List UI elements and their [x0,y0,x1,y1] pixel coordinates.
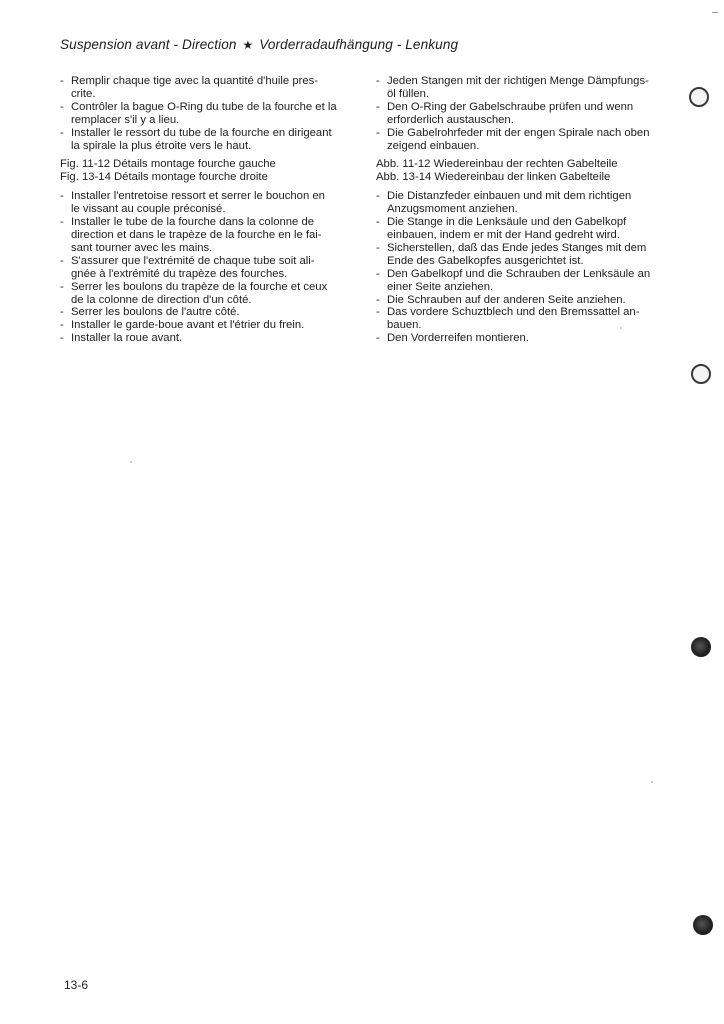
binder-hole-icon [691,364,711,384]
figure-caption: Fig. 11-12 Détails montage fourche gauche [60,158,276,171]
french-step: - Installer le ressort du tube de la fourche en dirigeant la spirale la plus étroite vers le haut. [60,127,352,153]
figure-caption: Abb. 13-14 Wiedereinbau der linken Gabelteile [376,171,611,184]
german-figure-captions [376,158,666,184]
header-star-separator: ★ [242,38,254,52]
french-column [60,75,352,345]
german-steps-2 [376,190,666,345]
french-step: - Remplir chaque tige avec la quantité d'huile pres- crite. [60,75,352,101]
german-step: - Sicherstellen, daß das Ende jedes Stanges mit dem Ende des Gabelkopfes ausgerichtet ist. [376,242,666,268]
french-step: - Installer le tube de la fourche dans la colonne de direction et dans le trapèze de la fourche en le fai- sant tourner avec les mains. [60,216,352,255]
page-number: 13-6 [64,978,89,992]
french-step: - Contrôler la bague O-Ring du tube de la fourche et la remplacer s'il y a lieu. [60,101,352,127]
french-step: - Installer le garde-boue avant et l'étrier du frein. [60,319,352,332]
german-step: - Die Gabelrohrfeder mit der engen Spirale nach oben zeigend einbauen. [376,127,666,153]
scan-speck [130,461,132,463]
german-step: - Die Schrauben auf der anderen Seite anziehen. [376,294,666,307]
binder-hole-icon [689,87,709,107]
scan-speck [651,781,653,783]
binder-hole-icon [693,915,713,935]
page-header [60,37,458,52]
french-steps-2 [60,190,352,345]
german-column [376,75,666,345]
german-step: - Das vordere Schuztblech und den Bremssattel an- bauen. [376,306,666,332]
german-step: - Den Gabelkopf und die Schrauben der Lenksäule an einer Seite anziehen. [376,268,666,294]
header-title-german: Vorderradaufhängung - Lenkung [259,37,459,52]
french-step: - Installer l'entretoise ressort et serrer le bouchon en le vissant au couple préconisé. [60,190,352,216]
french-steps-1 [60,75,352,152]
french-step: - S'assurer que l'extrémité de chaque tube soit ali- gnée à l'extrémité du trapèze des fourches. [60,255,352,281]
french-step: - Installer la roue avant. [60,332,352,345]
header-title-french: Suspension avant - Direction [60,37,237,52]
scan-speck [620,327,622,329]
french-step: - Serrer les boulons de l'autre côté. [60,306,352,319]
german-step: - Den Vorderreifen montieren. [376,332,666,345]
scan-speck [712,12,718,13]
german-step: - Den O-Ring der Gabelschraube prüfen und wenn erforderlich austauschen. [376,101,666,127]
figure-caption: Abb. 11-12 Wiedereinbau der rechten Gabelteile [376,158,618,171]
german-step: - Die Distanzfeder einbauen und mit dem richtigen Anzugsmoment anziehen. [376,190,666,216]
german-step: - Die Stange in die Lenksäule und den Gabelkopf einbauen, indem er mit der Hand gedreht wird. [376,216,666,242]
german-step: - Jeden Stangen mit der richtigen Menge Dämpfungs- öl füllen. [376,75,666,101]
german-steps-1 [376,75,666,152]
figure-caption: Fig. 13-14 Détails montage fourche droite [60,171,268,184]
french-step: - Serrer les boulons du trapèze de la fourche et ceux de la colonne de direction d'un côté. [60,281,352,307]
french-figure-captions [60,158,352,184]
binder-hole-icon [691,637,711,657]
